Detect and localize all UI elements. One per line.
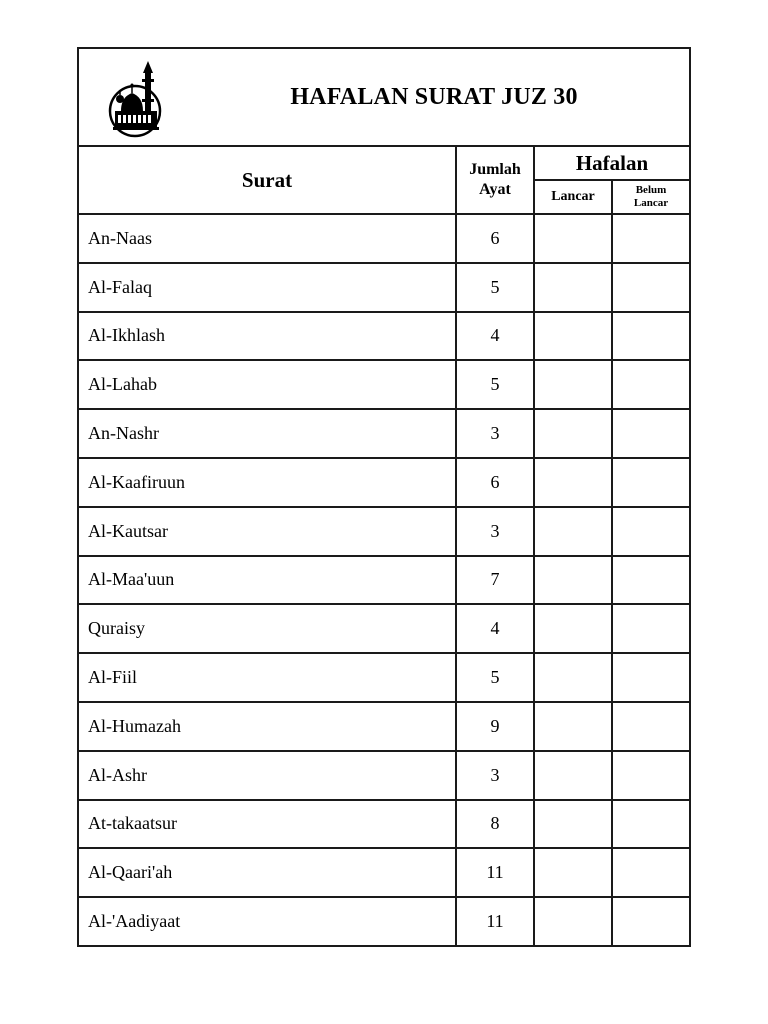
ayat-count-cell: 9 [456,702,534,751]
belum-lancar-checkbox-cell[interactable] [612,897,690,946]
ayat-count-cell: 3 [456,751,534,800]
belum-lancar-checkbox-cell[interactable] [612,604,690,653]
surat-name-cell: Quraisy [78,604,456,653]
belum-lancar-checkbox-cell[interactable] [612,507,690,556]
table-row [78,263,690,312]
ayat-count-cell: 11 [456,848,534,897]
table-row [78,800,690,849]
lancar-checkbox-cell[interactable] [534,458,612,507]
lancar-checkbox-cell[interactable] [534,214,612,263]
belum-label: Belum [635,184,667,196]
belum-lancar-checkbox-cell[interactable] [612,360,690,409]
column-header-hafalan: Hafalan [534,146,690,180]
table-row [78,214,690,263]
lancar-checkbox-cell[interactable] [534,556,612,605]
ayat-count-cell: 4 [456,312,534,361]
table-row [78,604,690,653]
lancar-checkbox-cell[interactable] [534,653,612,702]
lancar-checkbox-cell[interactable] [534,263,612,312]
lancar-checkbox-cell[interactable] [534,360,612,409]
lancar-checkbox-cell[interactable] [534,848,612,897]
ayat-count-cell: 8 [456,800,534,849]
table-row [78,751,690,800]
ayat-count-cell: 4 [456,604,534,653]
table-row [78,360,690,409]
ayat-count-cell: 3 [456,409,534,458]
ayat-count-cell: 3 [456,507,534,556]
belum-lancar-checkbox-cell[interactable] [612,702,690,751]
lancar-checkbox-cell[interactable] [534,702,612,751]
table-row [78,848,690,897]
surat-name-cell: At-takaatsur [78,800,456,849]
table-row [78,556,690,605]
table-row [78,409,690,458]
ayat-count-cell: 7 [456,556,534,605]
page-title: HAFALAN SURAT JUZ 30 [290,83,578,110]
belum-lancar-checkbox-cell[interactable] [612,409,690,458]
ayat-count-cell: 5 [456,653,534,702]
surat-name-cell: Al-Qaari'ah [78,848,456,897]
column-header-jumlah-ayat [456,146,534,214]
column-header-lancar: Lancar [534,180,612,214]
table-row [78,507,690,556]
belum-lancar-checkbox-cell[interactable] [612,800,690,849]
column-header-surat: Surat [78,146,456,214]
surat-name-cell: Al-Humazah [78,702,456,751]
surat-name-cell: Al-Ikhlash [78,312,456,361]
column-header-belum-lancar [612,180,690,214]
title-row [78,48,690,146]
belum-lancar-checkbox-cell[interactable] [612,751,690,800]
hafalan-table [77,47,691,947]
table-row [78,897,690,946]
belum-lancar-checkbox-cell[interactable] [612,312,690,361]
table-row [78,702,690,751]
ayat-label: Ayat [479,181,511,198]
table-row [78,458,690,507]
surat-name-cell: Al-Lahab [78,360,456,409]
belum-lancar-checkbox-cell[interactable] [612,214,690,263]
surat-name-cell: Al-Fiil [78,653,456,702]
surat-name-cell: An-Naas [78,214,456,263]
table-row [78,312,690,361]
surat-name-cell: Al-Kautsar [78,507,456,556]
lancar-checkbox-cell[interactable] [534,751,612,800]
belum-lancar-checkbox-cell[interactable] [612,653,690,702]
lancar-label: Lancar [633,197,669,209]
lancar-checkbox-cell[interactable] [534,507,612,556]
lancar-checkbox-cell[interactable] [534,800,612,849]
surat-name-cell: Al-Falaq [78,263,456,312]
surat-name-cell: Al-Maa'uun [78,556,456,605]
belum-lancar-checkbox-cell[interactable] [612,848,690,897]
header-row [78,146,690,180]
surat-name-cell: Al-Ashr [78,751,456,800]
jumlah-label: Jumlah [469,161,521,178]
ayat-count-cell: 11 [456,897,534,946]
lancar-checkbox-cell[interactable] [534,897,612,946]
ayat-count-cell: 6 [456,458,534,507]
ayat-count-cell: 6 [456,214,534,263]
lancar-checkbox-cell[interactable] [534,604,612,653]
surat-name-cell: An-Nashr [78,409,456,458]
table-row [78,653,690,702]
surat-name-cell: Al-Kaafiruun [78,458,456,507]
lancar-checkbox-cell[interactable] [534,312,612,361]
lancar-checkbox-cell[interactable] [534,409,612,458]
surat-name-cell: Al-'Aadiyaat [78,897,456,946]
belum-lancar-checkbox-cell[interactable] [612,556,690,605]
belum-lancar-checkbox-cell[interactable] [612,263,690,312]
title-cell [78,48,690,146]
ayat-count-cell: 5 [456,263,534,312]
ayat-count-cell: 5 [456,360,534,409]
belum-lancar-checkbox-cell[interactable] [612,458,690,507]
